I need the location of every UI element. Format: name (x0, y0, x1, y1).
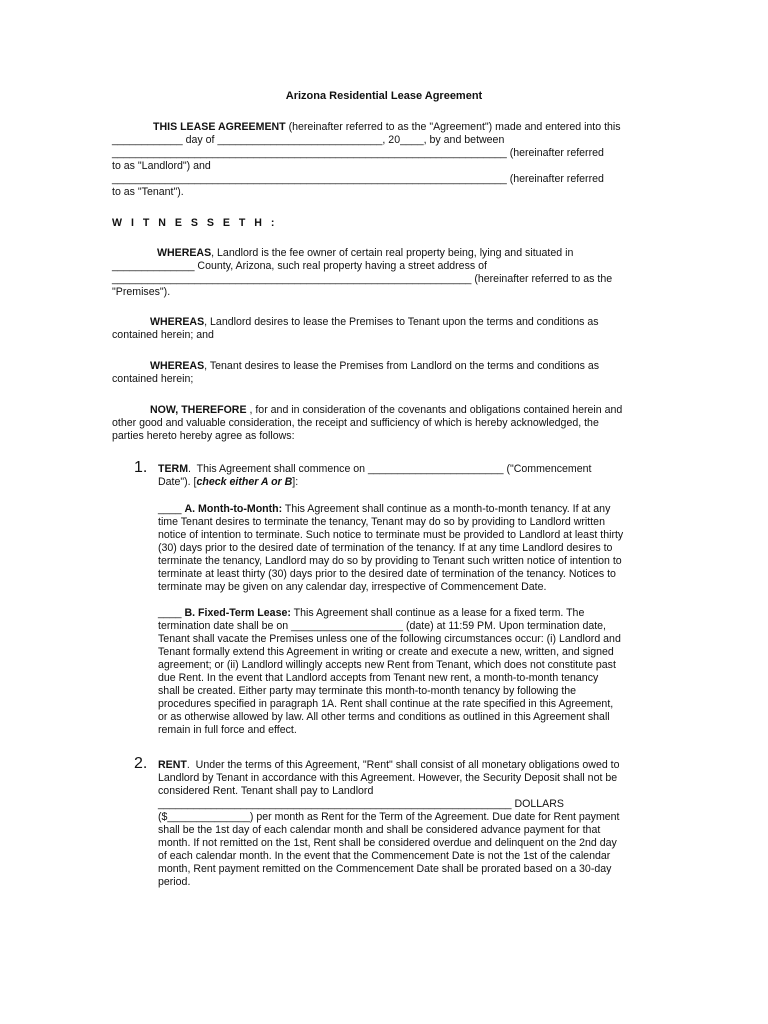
option-a-line: notice of intention to terminate. Such notice to terminate must be provided to Landlord at least thirty (158, 529, 624, 541)
rent-line: of each calendar month. In the event that the Commencement Date is not the 1st of the calendar (158, 850, 611, 862)
intro-line-4: to as "Landlord") and (112, 160, 211, 172)
option-b-line: shall be created. Either party may terminate this month-to-month tenancy by following the (158, 685, 577, 697)
term-line-2: Date"). [check either A or B]: (158, 476, 299, 488)
option-b-line: due Rent. In the event that Landlord accepts from Tenant new rent, a month-to-month tenancy (158, 672, 599, 684)
whereas2-line-2: contained herein; and (112, 329, 214, 341)
option-b-heading: B. Fixed-Term Lease: (184, 607, 291, 619)
intro-line-1: THIS LEASE AGREEMENT (hereinafter referred to as the "Agreement") made and entered into this (153, 121, 621, 133)
option-b-line: Tenant shall vacate the Premises unless one of the following circumstances occur: (i) Landlord and (158, 633, 621, 645)
whereas2-line-1: WHEREAS, Landlord desires to lease the Premises to Tenant upon the terms and conditions as (150, 316, 599, 328)
now-therefore-line-2: other good and valuable consideration, the receipt and sufficiency of which is hereby acknowledged, the (112, 417, 599, 429)
whereas1-line-1: WHEREAS, Landlord is the fee owner of certain real property being, lying and situated in (157, 247, 574, 259)
rent-line: ($______________) per month as Rent for the Term of the Agreement. Due date for Rent payment (158, 811, 620, 823)
rent-line: ____________________________________________________________ DOLLARS (158, 798, 564, 810)
option-b-line: Tenant formally extend this Agreement in writing or create and execute a new, written, and signed (158, 646, 614, 658)
now-therefore-line-1: NOW, THEREFORE , for and in consideration of the covenants and obligations contained herein and (150, 404, 623, 416)
option-a-line: terminate at least thirty (30) days prior to the desired date of termination of the tenancy. Notices to (158, 568, 616, 580)
whereas1-line-4: "Premises"). (112, 286, 171, 298)
option-b-line: or as otherwise allowed by law. All other terms and conditions as outlined in this Agreement shall (158, 711, 610, 723)
intro-line-3: ___________________________________________________________________ (hereinafter referred (112, 147, 604, 159)
rent-line-1: RENT. Under the terms of this Agreement, "Rent" shall consist of all monetary obligations owed to (158, 759, 620, 771)
document-title: Arizona Residential Lease Agreement (285, 90, 483, 102)
section-1-number: 1. (134, 459, 148, 476)
option-b-line: termination date shall be on ___________________ (date) at 11:59 PM. Upon termination date, (158, 620, 606, 632)
rent-line: month, Rent payment remitted on the Commencement Date shall be prorated based on a 30-day (158, 863, 612, 875)
option-b-line-1: ____ B. Fixed-Term Lease: This Agreement shall continue as a lease for a fixed term. The (158, 607, 585, 619)
option-b-line: agreement; or (ii) Landlord willingly accepts new Rent from Tenant, which does not constitute past (158, 659, 616, 671)
rent-heading: RENT (158, 759, 187, 771)
option-a-line: time Tenant desires to terminate the tenancy, Tenant may do so by providing to Landlord written (158, 516, 605, 528)
option-a-line: terminate may be given on any calendar day, irrespective of Commencement Date. (158, 581, 547, 593)
whereas1-line-2: ______________ County, Arizona, such real property having a street address of (112, 260, 487, 272)
rent-line: considered Rent. Tenant shall pay to Landlord (158, 785, 374, 797)
option-a-blank: ____ (158, 503, 185, 515)
option-b-blank: ____ (158, 607, 185, 619)
term-line-1: TERM. This Agreement shall commence on _______________________ ("Commencement (158, 463, 592, 475)
section-2-number: 2. (134, 755, 148, 772)
rent-line: Landlord by Tenant in accordance with this Agreement. However, the Security Deposit shall not be (158, 772, 618, 784)
option-b-line: remain in full force and effect. (158, 724, 297, 736)
option-b-line: procedures specified in paragraph 1A. Rent shall continue at the rate specified in this Agreement, (158, 698, 614, 710)
term-heading: TERM (158, 463, 189, 475)
now-therefore-line-3: parties hereto hereby agree as follows: (112, 430, 295, 442)
rent-line: month. If not remitted on the 1st, Rent shall be considered overdue and delinquent on the 2nd day (158, 837, 617, 849)
intro-line-5: ___________________________________________________________________ (hereinafter referred (112, 173, 604, 185)
option-a-heading: A. Month-to-Month: (184, 503, 283, 515)
rent-line: shall be the 1st day of each calendar month and shall be considered advance payment for that (158, 824, 601, 836)
whereas3-line-2: contained herein; (112, 373, 194, 385)
intro-line-2: ____________ day of ____________________________, 20____, by and between (112, 134, 505, 146)
witnesseth-heading: W I T N E S S E T H : (112, 217, 278, 229)
option-a-line: terminate the tenancy, Landlord may do so by providing to Tenant such written notice of intention to (158, 555, 622, 567)
intro-heading: THIS LEASE AGREEMENT (153, 121, 286, 133)
whereas3-line-1: WHEREAS, Tenant desires to lease the Premises from Landlord on the terms and conditions as (150, 360, 600, 372)
option-a-line-1: ____ A. Month-to-Month: This Agreement shall continue as a month-to-month tenancy. If at any (158, 503, 611, 515)
whereas1-line-3: _____________________________________________________________ (hereinafter referred to as the (112, 273, 613, 285)
rent-line: period. (158, 876, 191, 888)
option-a-line: (30) days prior to the desired date of termination of the tenancy. If at any time Landlord desires to (158, 542, 613, 554)
intro-line-6: to as "Tenant"). (112, 186, 184, 198)
